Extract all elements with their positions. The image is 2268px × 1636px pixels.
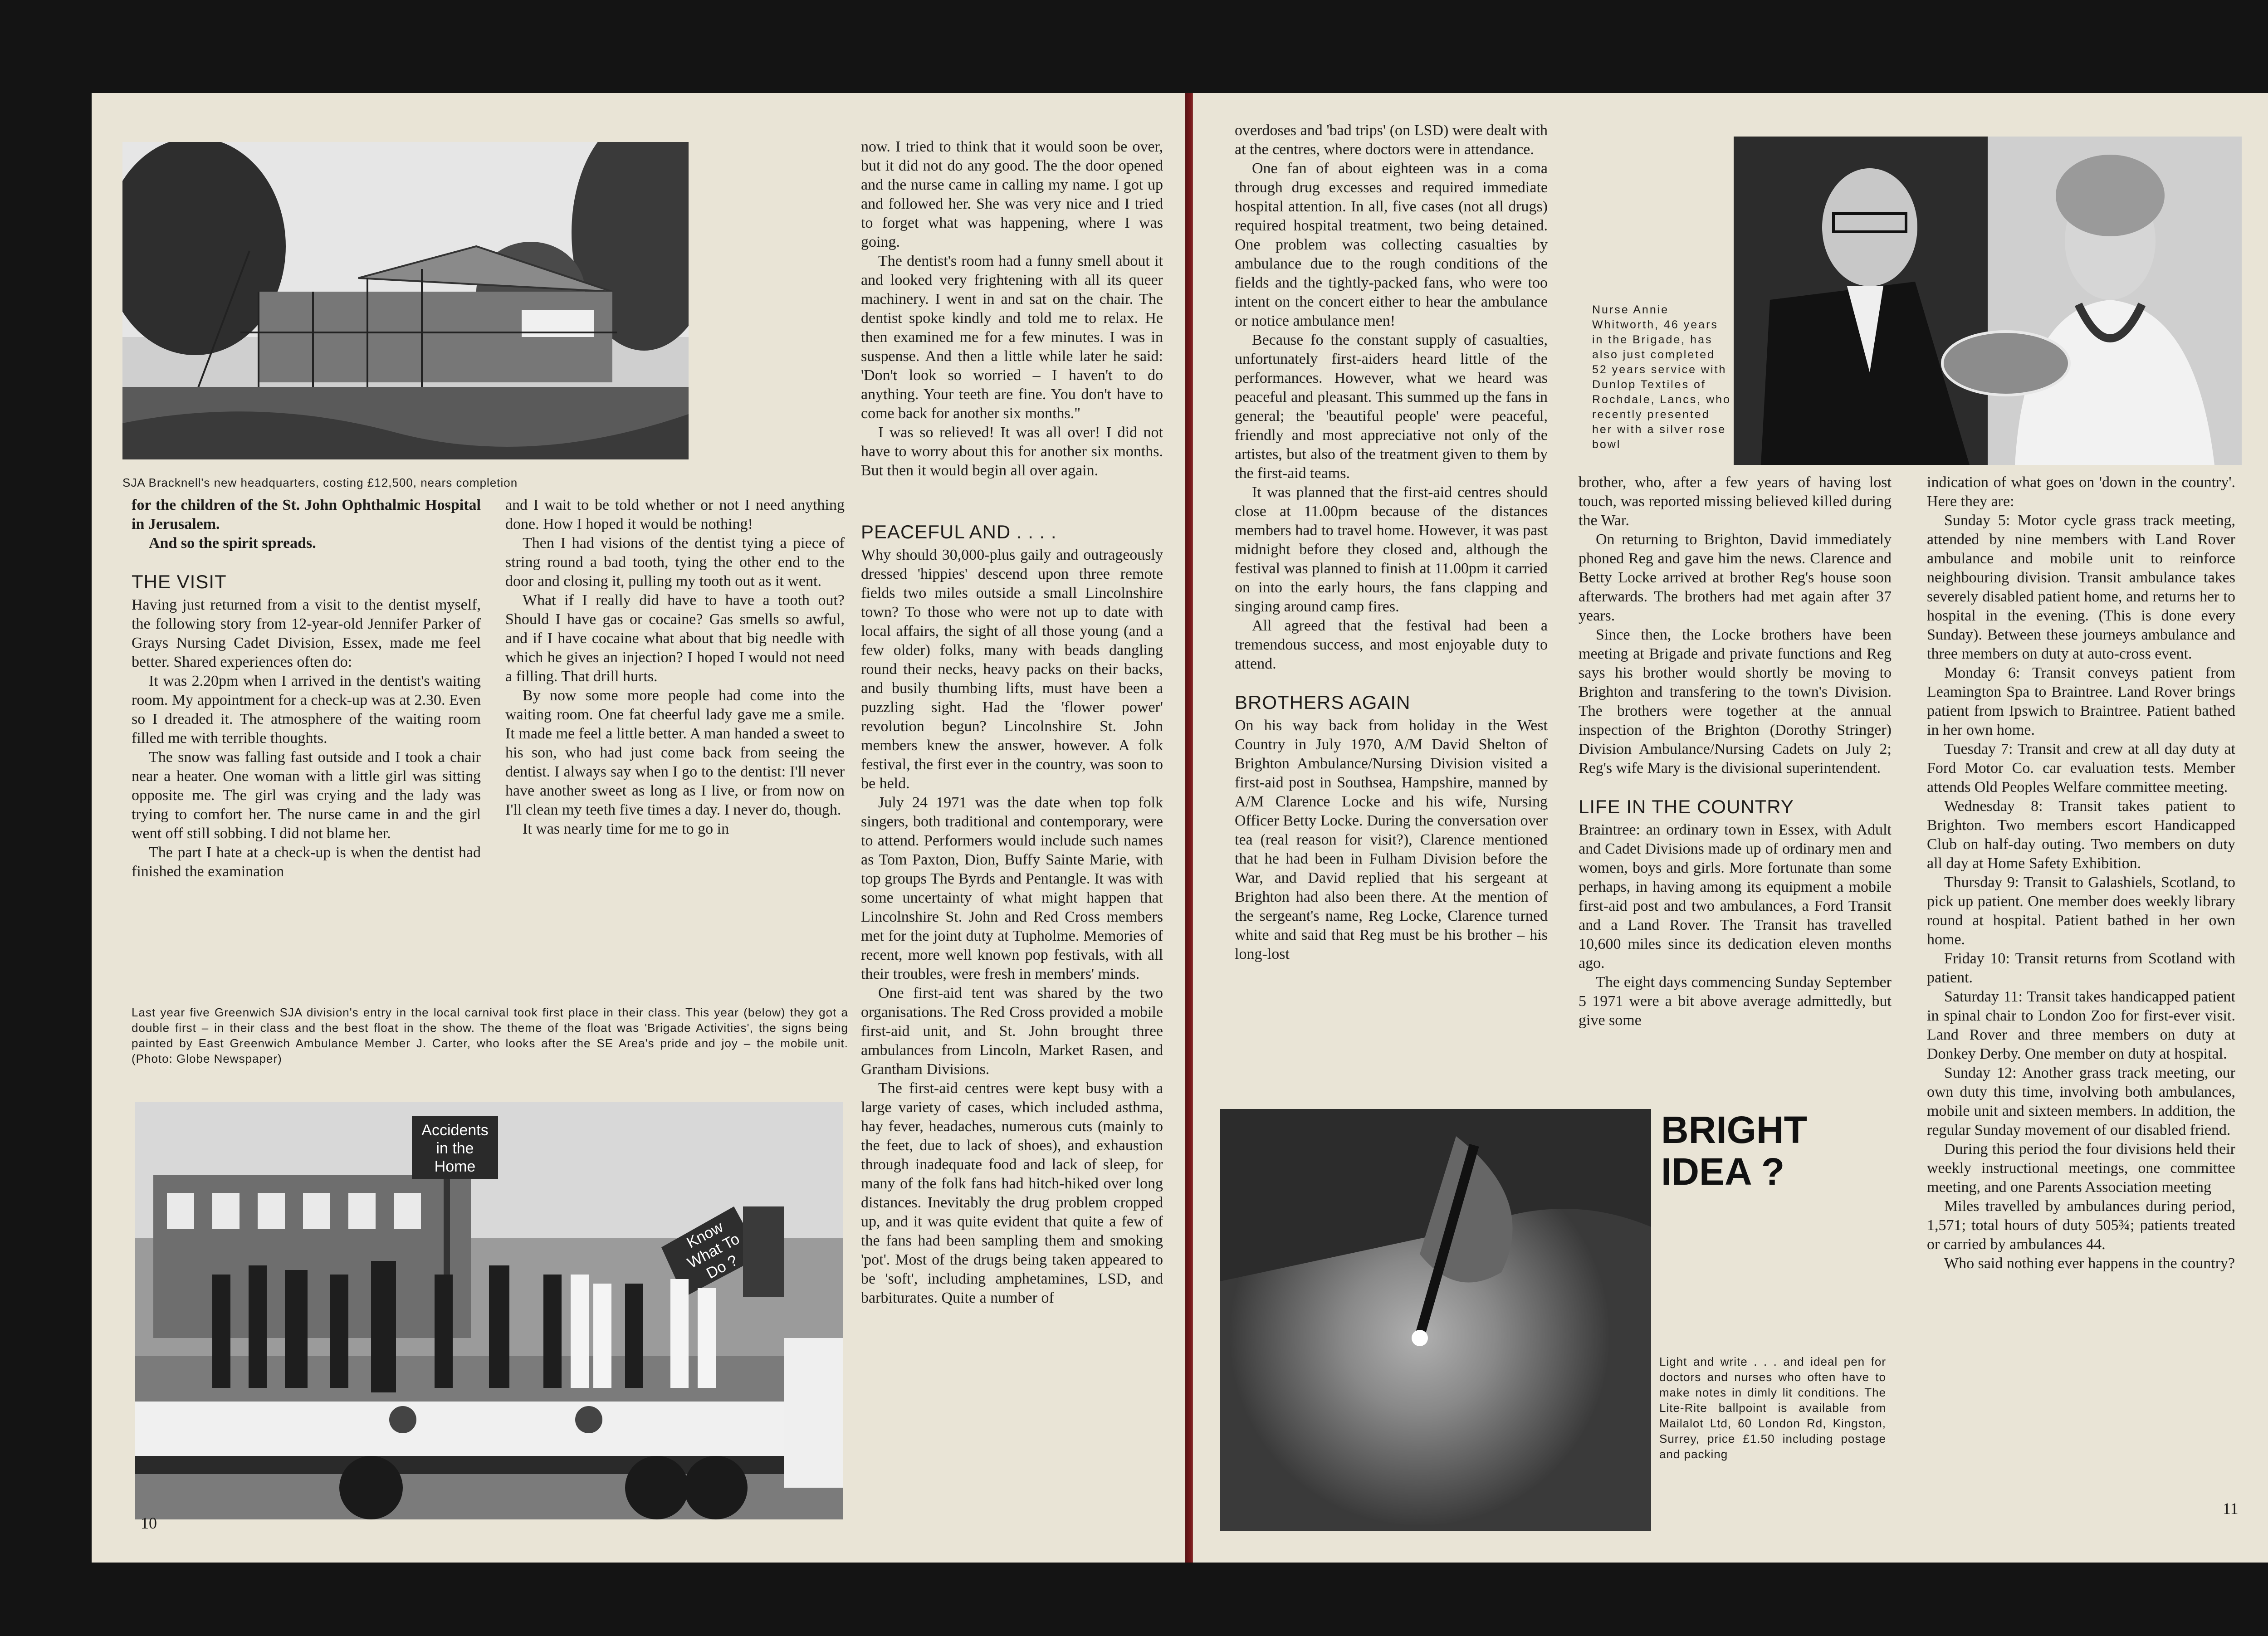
paragraph: Miles travelled by ambulances during period, 1,571; total hours of duty 505¾; patients treated or carried by ambulances 44. (1927, 1198, 2235, 1253)
right-column-2 (1579, 473, 1892, 1030)
right-page (1193, 93, 2268, 1563)
paragraph: I was so relieved! It was all over! I did not have to worry about this for another six months. But then it would begin all over again. (861, 424, 1163, 479)
caption-lite-rite-pen: Light and write . . . and ideal pen for doctors and nurses who often have to make notes in dimly lit conditions. The Lite-Rite ballpoint is available from Mailalot Ltd, 60 London Rd, Kingston, Surrey, price £1.50 including postage and packing (1659, 1355, 1886, 1461)
paragraph: One first-aid tent was shared by the two organisations. The Red Cross provided a mobile first-aid unit, and St. John brought three ambulances from Lincoln, Market Rasen, and Grantham Divisions. (861, 985, 1163, 1078)
paragraph: Sunday 12: Another grass track meeting, our own duty this time, involving both ambulances, mobile unit and sixteen members. In addition, the regular Sunday movement of our disabled friend. (1927, 1065, 2235, 1138)
caption-headquarters: SJA Bracknell's new headquarters, costing £12,500, nears completion (122, 476, 518, 489)
right-column-1 (1235, 121, 1548, 964)
paragraph: The part I hate at a check-up is when the dentist had finished the examination (132, 844, 481, 880)
right-column-3 (1927, 473, 2235, 1273)
paragraph: During this period the four divisions held their weekly instructional meetings, one committee meeting, and one Parents Association meeting (1927, 1141, 2235, 1196)
photo-headquarters-construction (122, 142, 689, 459)
paragraph: By now some more people had come into the waiting room. One fat cheerful lady gave me a smile. It made me feel a little better. A man handed a sweet to his son, who had just come back from seeing the dentist. I always say when I go to the dentist: I'll never have another sweet as long as I live, or from now on I'll clean my teeth five times a day. I never do, though. (505, 687, 845, 818)
paragraph: Saturday 11: Transit takes handicapped patient in spinal chair to London Zoo for first-ever visit. Land Rover and three members on duty at Donkey Derby. One member on duty at hospital. (1927, 988, 2235, 1062)
paragraph: What if I really did have to have a tooth out? Should I have gas or cocaine? Gas smells so awful, and if I have cocaine what about that big needle with which he gives an injection? I hoped I would not need a filling. That drill hurts. (505, 592, 845, 685)
photo-rose-bowl-presentation (1734, 137, 2242, 465)
paragraph: It was nearly time for me to go in (523, 820, 729, 837)
paragraph: now. I tried to think that it would soon be over, but it did not do any good. The the door opened and the nurse came in calling my name. I got up and followed her. She was very nice and I tried to forget what was happening, where I was going. (861, 138, 1163, 250)
paragraph: Having just returned from a visit to the dentist myself, the following story from 12-year-old Jennifer Parker of Grays Nursing Cadet Division, Essex, made me feel better. Shared experiences often do: (132, 596, 481, 670)
paragraph: Monday 6: Transit conveys patient from Leamington Spa to Braintree. Land Rover brings patient from Ipswich to Braintree. Patient bathed in her own home. (1927, 664, 2235, 738)
paragraph: Because fo the constant supply of casualties, unfortunately first-aiders heard little of the performances. However, what we heard was peaceful and pleasant. This summed up the fans in general; the 'beautiful people' were peaceful, friendly and most appreciative not only of the artistes, but also of the treatment given to them by the first-aid teams. (1235, 332, 1548, 482)
paragraph: July 24 1971 was the date when top folk singers, both traditional and contemporary, were to attend. Performers would include such names as Tom Paxton, Dion, Buffy Sainte Marie, with top groups The Byrds and Pentangle. It was with some uncertainty of what might happen that Lincolnshire St. John and Red Cross members met for the joint duty at Tupholme. Memories of recent, more well known pop festivals, with all their troubles, were fresh in members' minds. (861, 794, 1163, 982)
heading-the-visit: THE VISIT (132, 571, 227, 592)
paragraph: One fan of about eighteen was in a coma through drug excesses and required immediate hospital attention. In all, five cases (not all drugs) required hospital treatment, two being detained. One problem was collecting casualties by ambulance due to the rough conditions of the fields and the tightly-packed fans, who were too intent on the concert either to hear the ambulance or notice ambulance men! (1235, 160, 1548, 329)
lead-text: for the children of the St. John Ophthalmic Hospital in Jerusalem. (132, 497, 481, 532)
paragraph: Tuesday 7: Transit and crew at all day duty at Ford Motor Co. car evaluation tests. Member attends Old Peoples Welfare committee meeting. (1927, 741, 2235, 796)
paragraph: indication of what goes on 'down in the country'. Here they are: (1927, 474, 2235, 510)
left-column-3 (861, 137, 1163, 1308)
heading-life-in-the-country: LIFE IN THE COUNTRY (1579, 796, 1794, 817)
page-number-right: 11 (2223, 1499, 2239, 1518)
paragraph: All agreed that the festival had been a tremendous success, and most enjoyable duty to attend. (1235, 617, 1548, 672)
paragraph: brother, who, after a few years of having lost touch, was reported missing believed killed during the War. (1579, 474, 1892, 529)
paragraph: and I wait to be told whether or not I need anything done. How I hoped it would be nothing! (505, 497, 845, 532)
paragraph: Sunday 5: Motor cycle grass track meeting, attended by nine members with Land Rover ambulance and mobile unit to reinforce neighbouring division. Transit ambulance takes severely disabled patient home, and returns her to hospital in the evening. (This is done every Sunday). Between these journeys ambulance and three members on duty at auto-cross event. (1927, 512, 2235, 662)
paragraph: It was 2.20pm when I arrived in the dentist's waiting room. My appointment for a check-up was at 2.30. Even so I dreaded it. The atmosphere of the waiting room filled me with terrible thoughts. (132, 673, 481, 747)
paragraph: The first-aid centres were kept busy with a large variety of cases, which included asthma, hay fever, headaches, numerous cuts (mainly to the feet, due to lack of shoes), and exhaustion through inadequate food and lack of sleep, for many of the folk fans had hitch-hiked over long distances. Inevitably the drug problem cropped up, and it was quite evident that quite a few of the fans had been sampling them and smoking 'pot'. Most of the drugs being taken appeared to be 'soft', including amphetamines, LSD, and barbiturates. Quite a number of (861, 1080, 1163, 1306)
photo-lite-rite-pen (1220, 1109, 1651, 1531)
paragraph: Since then, the Locke brothers have been meeting at Brigade and private functions and Reg says his brother would shortly be moving to Brighton and transfering to the town's Division. The brothers were together at the annual inspection of the Brighton (Dorothy Stringer) Division Ambulance/Nursing Cadets on July 2; Reg's wife Mary is the divisional superintendent. (1579, 626, 1892, 776)
bright-idea-title: BRIGHT IDEA ? (1661, 1109, 1807, 1193)
paragraph: Why should 30,000-plus gaily and outrageously dressed 'hippies' descend upon three remote fields two miles outside a small Lincolnshire town? To those who were not up to date with local affairs, the sight of all those young (and a few older) folks, many with beads dangling round their necks, heavy packs on their backs, and busily thumbing lifts, must have been a puzzling sight. Had the 'flower power' revolution begun? Lincolnshire St. John members knew the answer, however. A folk festival, the first ever in the country, was soon to be held. (861, 547, 1163, 792)
left-page (92, 93, 1185, 1563)
caption-nurse-annie-whitworth: Nurse Annie Whitworth, 46 years in the Brigade, has also just completed 52 years service with Dunlop Textiles of Rochdale, Lancs, who recently presented her with a silver rose bowl (1592, 303, 1731, 451)
page-number-left: 10 (141, 1514, 157, 1532)
heading-brothers-again: BROTHERS AGAIN (1235, 692, 1411, 713)
lead-text: And so the spirit spreads. (149, 535, 316, 552)
photo-carnival-float (135, 1102, 843, 1519)
left-column-1 (132, 496, 481, 881)
paragraph: Thursday 9: Transit to Galashiels, Scotland, to pick up patient. One member does weekly library round at hospital. Patient bathed in her own home. (1927, 874, 2235, 948)
paragraph: Wednesday 8: Transit takes patient to Brighton. Two members escort Handicapped Club on half-day outing. Two members on duty all day at Home Safety Exhibition. (1927, 798, 2235, 872)
presentation-scene-image (1734, 137, 2242, 465)
paragraph: The snow was falling fast outside and I took a chair near a heater. One woman with a little girl was sitting opposite me. The girl was crying and the lady was trying to comfort her. The nurse came in and the girl went off still sobbing. I did not blame her. (132, 749, 481, 842)
paragraph: It was planned that the first-aid centres should close at 11.00pm because of the distances members had to travel home. However, it was past midnight before they closed and, although the festival was planned to finish at 11.00pm it carried on into the early hours, the fans clapping and singing around camp fires. (1235, 484, 1548, 615)
paragraph: On his way back from holiday in the West Country in July 1970, A/M David Shelton of Brighton Ambulance/Nursing Division visited a first-aid post in Southsea, Hampshire, manned by A/M Clarence Locke and his wife, Nursing Officer Betty Locke. During the conversation over tea (real reason for visit?), Clarence mentioned that he had been in Fulham Division before the War, and David replied that his sergeant at Brighton had also been there. At the mention of the sergeant's name, Reg Locke, Clarence turned white and said that Reg must be his brother – his long-lost (1235, 717, 1548, 962)
paragraph: Friday 10: Transit returns from Scotland with patient. (1927, 950, 2235, 986)
paragraph: overdoses and 'bad trips' (on LSD) were dealt with at the centres, where doctors were in attendance. (1235, 122, 1548, 158)
heading-peaceful-and: PEACEFUL AND . . . . (861, 521, 1057, 542)
pen-light-image (1220, 1109, 1651, 1531)
paragraph: Then I had visions of the dentist tying a piece of string round a bad tooth, tying the other end to the door and closing it, pulling my tooth out as it went. (505, 535, 845, 590)
paragraph: Braintree: an ordinary town in Essex, with Adult and Cadet Divisions made up of ordinary men and women, boys and girls. More fortunate than some perhaps, in having among its equipment a mobile first-aid post and two ambulances, a Ford Transit and a Land Rover. The Transit has travelled 10,600 miles since its dedication eleven months ago. (1579, 821, 1892, 972)
paragraph: The eight days commencing Sunday September 5 1971 were a bit above average admittedly, but give some (1579, 974, 1892, 1029)
paragraph: The dentist's room had a funny smell about it and looked very frightening with all its queer machinery. I went in and sat on the chair. The dentist spoke kindly and told me to relax. He then examined me for a few minutes. I was in suspense. And then a little while later he said: 'Don't look so worried – I haven't to do anything. Your teeth are fine. You don't have to come back for another six months." (861, 253, 1163, 422)
paragraph: Who said nothing ever happens in the country? (1944, 1255, 2235, 1272)
float-sign-know-what-to-do: Know What To Do ? (684, 1218, 743, 1282)
left-column-2 (505, 496, 845, 839)
paragraph: On returning to Brighton, David immediately phoned Reg and gave him the news. Clarence and Betty Locke arrived at brother Reg's house soon afterwards. The brothers had met again after 37 years. (1579, 531, 1892, 624)
float-sign-accidents: Accidents in the Home (421, 1122, 489, 1175)
construction-scene-image (122, 142, 689, 459)
caption-carnival-float: Last year five Greenwich SJA division's entry in the local carnival took first place in their class. This year (below) they got a double first – in their class and the best float in the show. The theme of the float was 'Brigade Activities', the signs being painted by East Greenwich Ambulance Member J. Carter, who looks after the SE Area's pride and joy – the mobile unit. (Photo: Globe Newspaper) (132, 1006, 848, 1065)
